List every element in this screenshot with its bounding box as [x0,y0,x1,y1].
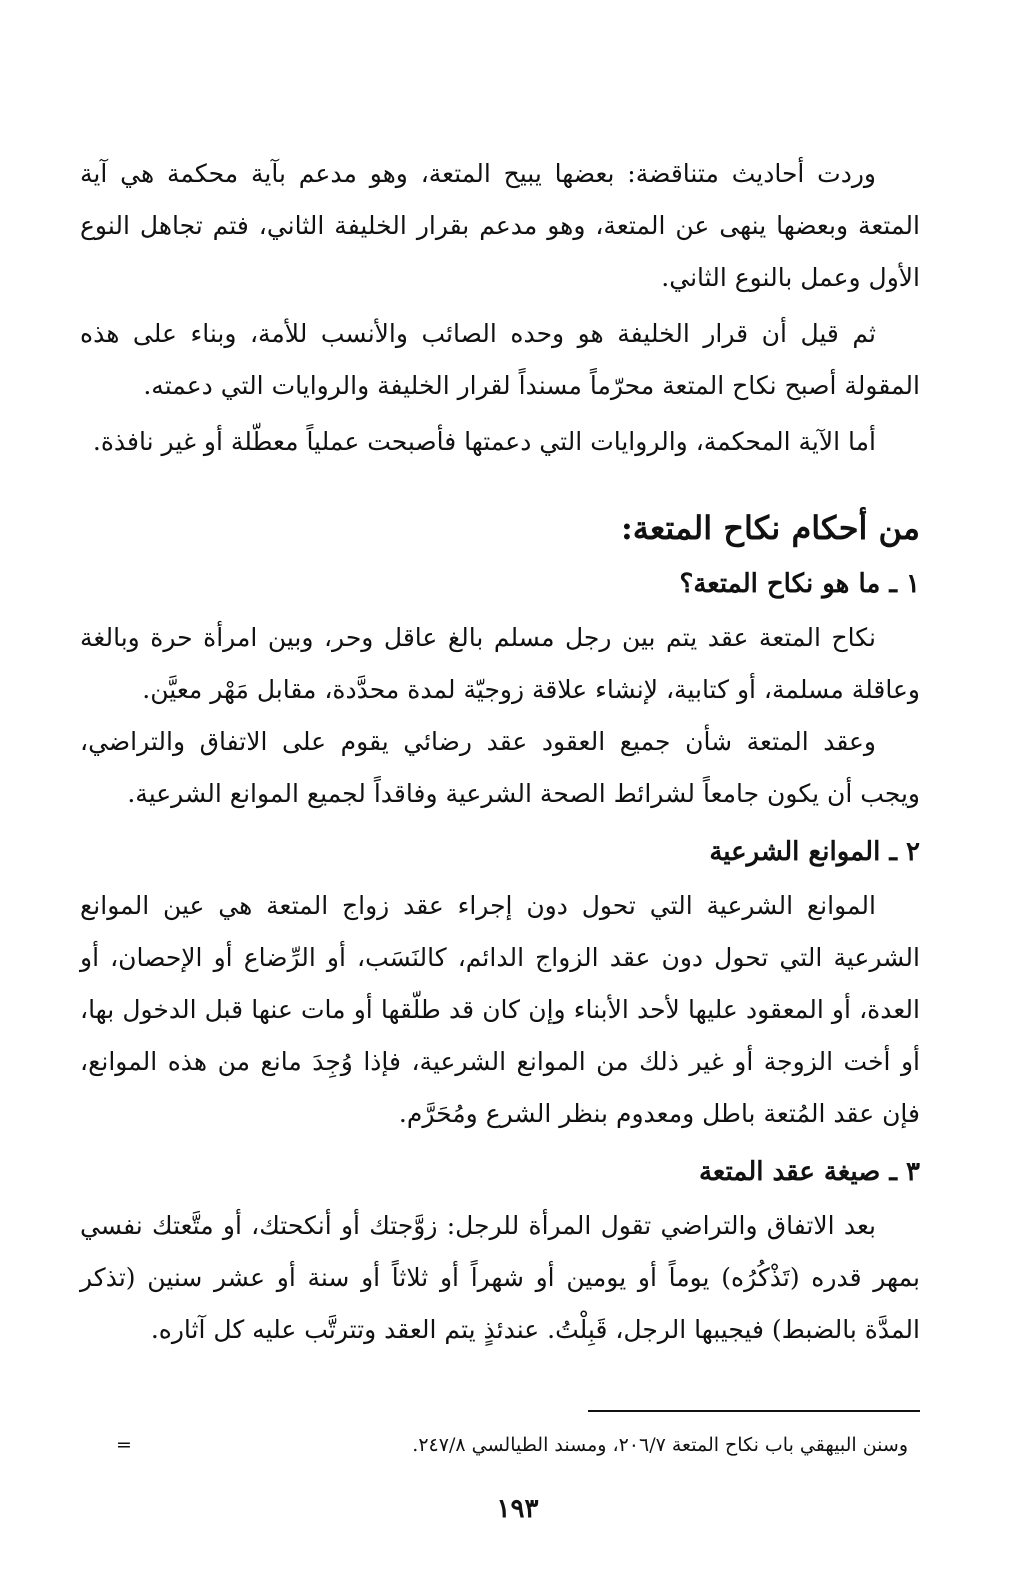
page-body [80,148,920,1356]
footnote-text: وسنن البيهقي باب نكاح المتعة ٢٠٦/٧، ومسند الطيالسي ٢٤٧/٨. [412,1434,908,1456]
footnote-mark: = [116,1434,132,1456]
footnote [110,1430,940,1460]
item-3-heading: ٣ ـ صيغة عقد المتعة [698,1157,920,1187]
item-1-paragraph-2: وعقد المتعة شأن جميع العقود عقد رضائي يقوم على الاتفاق والتراضي، ويجب أن يكون جامعاً لشرائط الصحة الشرعية وفاقداً لجميع الموانع الشرعية. [80,727,920,808]
item-3-paragraph-1: بعد الاتفاق والتراضي تقول المرأة للرجل: زوَّجتك أو أنكحتك، أو متَّعتك نفسي بمهر قدره (تَذْكُرُه) يوماً أو يومين أو شهراً أو ثلاثاً أو سنة أو عشر سنين (تذكر المدَّة بالضبط) فيجيبها الرجل، قَبِلْتُ. عندئذٍ يتم العقد وتترتَّب عليه كل آثاره. [80,1211,920,1344]
section-title: من أحكام نكاح المتعة: [620,509,920,547]
page-number: ١٩٣ [496,1494,539,1524]
intro-paragraph-2: ثم قيل أن قرار الخليفة هو وحده الصائب والأنسب للأمة، وبناء على هذه المقولة أصبح نكاح المتعة محرّماً مسنداً لقرار الخليفة والروايات التي دعمته. [80,319,920,400]
item-1-paragraph-1: نكاح المتعة عقد يتم بين رجل مسلم بالغ عاقل وحر، وبين امرأة حرة وبالغة وعاقلة مسلمة، أو كتابية، لإنشاء علاقة زوجيّة لمدة محدَّدة، مقابل مَهْر معيَّن. [80,623,920,704]
intro-paragraph-3: أما الآية المحكمة، والروايات التي دعمتها فأصبحت عملياً معطّلة أو غير نافذة. [92,427,876,456]
intro-paragraph-1: وردت أحاديث متناقضة: بعضها يبيح المتعة، وهو مدعم بآية محكمة هي آية المتعة وبعضها ينهى عن المتعة، وهو مدعم بقرار الخليفة الثاني، فتم تجاهل النوع الأول وعمل بالنوع الثاني. [80,159,920,292]
item-2-heading: ٢ ـ الموانع الشرعية [709,837,920,867]
footnote-divider [588,1410,920,1412]
item-2-paragraph-1: الموانع الشرعية التي تحول دون إجراء عقد زواج المتعة هي عين الموانع الشرعية التي تحول دون عقد الزواج الدائم، كالنَسَب، أو الرِّضاع أو الإحصان، أو العدة، أو المعقود عليها لأحد الأبناء وإن كان قد طلّقها أو مات عنها قبل الدخول بها، أو أخت الزوجة أو غير ذلك من الموانع الشرعية، فإذا وُجِدَ مانع من هذه الموانع، فإن عقد المُتعة باطل ومعدوم بنظر الشرع ومُحَرَّم. [80,891,920,1128]
item-1-heading: ١ ـ ما هو نكاح المتعة؟ [679,569,920,599]
